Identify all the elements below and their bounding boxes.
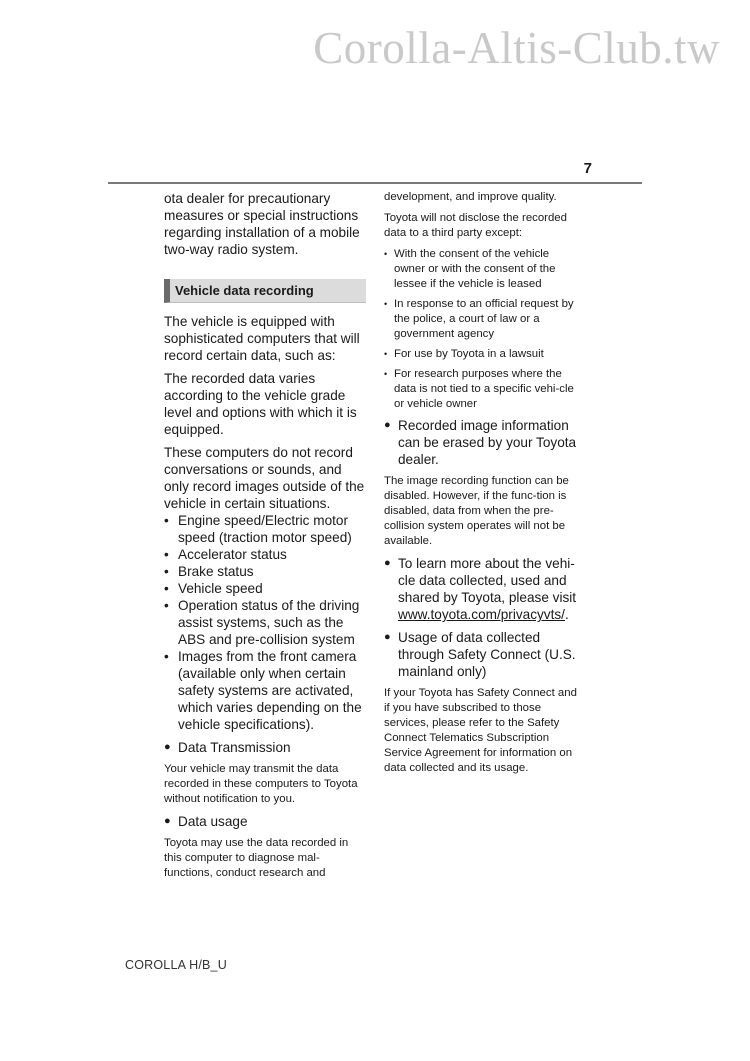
privacy-link[interactable]: www.toyota.com/privacyvts/	[398, 607, 565, 622]
section-title: Vehicle data recording	[164, 279, 366, 303]
list-item: • Vehicle speed	[164, 580, 366, 597]
list-item: • In response to an official request by the police, a court of law or a government agency	[384, 297, 582, 342]
disclose-text: Toyota will not disclose the recorded data to a third party except:	[384, 212, 567, 239]
list-item: • With the consent of the vehicle owner or with the consent of the lessee if the vehicle is leased	[384, 247, 582, 292]
safety-connect-text: If your Toyota has Safety Connect and if you have subscribed to those services, please refer to the Safety Connect Telematics Subscription Service Agreement for information on data collected and its usage.	[384, 687, 577, 774]
paragraph-equipped: The vehicle is equipped with sophisticated computers that will record certain data, such as:	[164, 314, 360, 363]
list-item: • For use by Toyota in a lawsuit	[384, 347, 582, 362]
paragraph-varies: The recorded data varies according to the vehicle grade level and options with which it is equipped.	[164, 371, 357, 437]
learn-more-suffix: .	[564, 607, 569, 622]
paragraph-no-record: These computers do not record conversations or sounds, and only record images outside of the vehicle in certain situations.	[164, 445, 365, 511]
list-item: • Images from the front camera (available only when certain safety systems are activated, which varies depending on the vehicle specifications).	[164, 648, 366, 733]
list-item: • Engine speed/Electric motor speed (traction motor speed)	[164, 512, 366, 546]
recorded-data-list	[164, 512, 366, 733]
recorded-image-heading: ● Recorded image information can be erased by your Toyota dealer.	[384, 417, 582, 468]
footer-model-code: COROLLA H/B_U	[125, 958, 227, 972]
disclosure-exceptions-list	[384, 247, 582, 412]
list-item: • Brake status	[164, 563, 366, 580]
watermark: Corolla-Altis-Club.tw	[313, 23, 720, 73]
data-usage-heading: ● Data usage	[164, 813, 366, 830]
right-column	[384, 188, 582, 782]
learn-more-prefix: To learn more about the vehi-cle data collected, used and shared by Toyota, please visit	[398, 556, 577, 605]
left-column	[164, 188, 366, 887]
data-transmission-heading: ● Data Transmission	[164, 739, 366, 756]
data-usage-text: Toyota may use the data recorded in this computer to diagnose mal-functions, conduct research and	[164, 837, 349, 879]
header-rule	[108, 182, 642, 184]
list-item: • For research purposes where the data is not tied to a specific vehi-cle or vehicle owner	[384, 367, 582, 412]
page-number: 7	[583, 160, 592, 177]
usage-heading: ● Usage of data collected through Safety Connect (U.S. mainland only)	[384, 629, 582, 680]
list-item: • Operation status of the driving assist systems, such as the ABS and pre-collision system	[164, 597, 366, 648]
image-recording-text: The image recording function can be disabled. However, if the func-tion is disabled, data from when the pre-collision system operates will not be available.	[384, 475, 569, 547]
learn-more-heading	[384, 555, 582, 623]
data-transmission-text: Your vehicle may transmit the data recorded in these computers to Toyota without notification to you.	[164, 763, 358, 805]
continued-text: development, and improve quality.	[384, 191, 557, 203]
intro-paragraph: ota dealer for precautionary measures or special instructions regarding installation of a mobile two-way radio system.	[164, 191, 360, 257]
list-item: • Accelerator status	[164, 546, 366, 563]
